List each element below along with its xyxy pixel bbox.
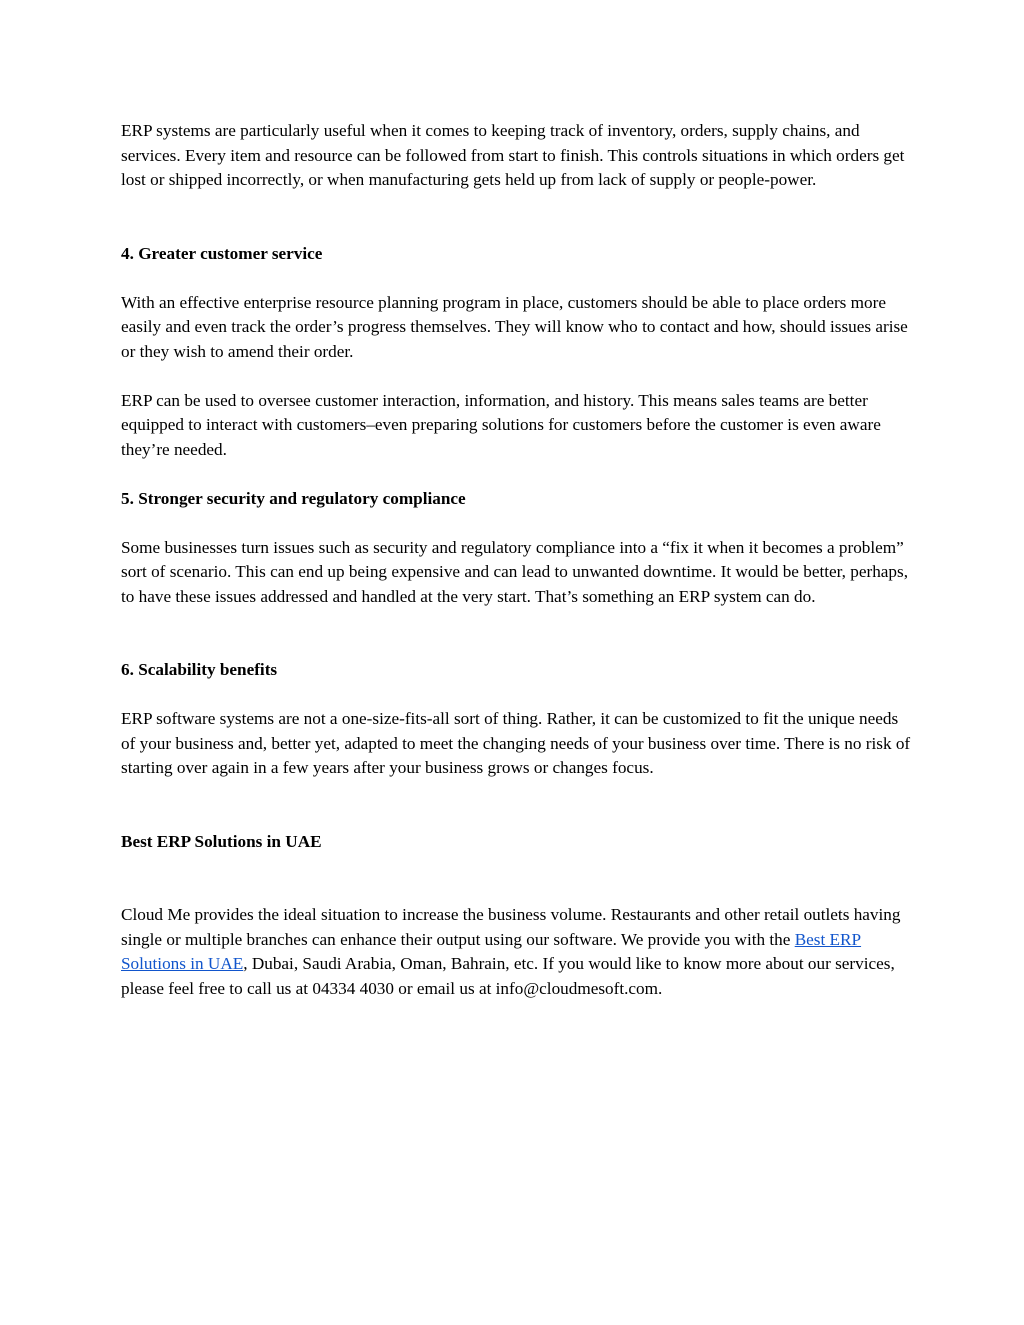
heading-scalability: 6. Scalability benefits bbox=[121, 660, 278, 679]
paragraph-security: Some businesses turn issues such as security and regulatory compliance into a “fix it when it becomes a problem” sort of scenario. This can end up being expensive and can lead to unwanted downtime. It would be better, perhaps, to have these issues addressed and handled at the very start. That’s something an ERP system can do. bbox=[121, 537, 908, 606]
paragraph-cloud-me bbox=[121, 903, 911, 1001]
paragraph-cloud-me-contact: , Dubai, Saudi Arabia, Oman, Bahrain, etc. If you would like to know more about our services, please feel free to call us at 04334 4030 or email us at info@cloudmesoft.com. bbox=[121, 954, 895, 998]
paragraph-erp-tracking: ERP systems are particularly useful when it comes to keeping track of inventory, orders, supply chains, and services. Every item and resource can be followed from start to finish. This controls situations in which orders get lost or shipped incorrectly, or when manufacturing gets held up from lack of supply or people-power. bbox=[121, 121, 905, 189]
paragraph-customer-orders: With an effective enterprise resource planning program in place, customers should be able to place orders more easily and even track the order’s progress themselves. They will know who to contact and how, should issues arise or they wish to amend their order. bbox=[121, 292, 908, 361]
heading-security-compliance: 5. Stronger security and regulatory compliance bbox=[121, 488, 466, 508]
best-erp-solutions-link[interactable]: Best ERP Solutions in UAE bbox=[121, 929, 862, 973]
paragraph-scalability: ERP software systems are not a one-size-fits-all sort of thing. Rather, it can be customized to fit the unique needs of your business and, better yet, adapted to meet the changing needs of your business over time. There is no risk of starting over again in a few years after your business grows or changes focus. bbox=[121, 709, 911, 777]
heading-customer-service: 4. Greater customer service bbox=[121, 243, 323, 263]
paragraph-customer-interaction: ERP can be used to oversee customer interaction, information, and history. This means sales teams are better equipped to interact with customers–even preparing solutions for customers before the customer is even aware they’re needed. bbox=[121, 390, 881, 459]
heading-best-erp: Best ERP Solutions in UAE bbox=[121, 831, 322, 851]
document-page bbox=[121, 119, 911, 1001]
paragraph-cloud-me-intro: Cloud Me provides the ideal situation to increase the business volume. Restaurants and other retail outlets having single or multiple branches can enhance their output using our software. We provide you with the bbox=[121, 905, 901, 949]
